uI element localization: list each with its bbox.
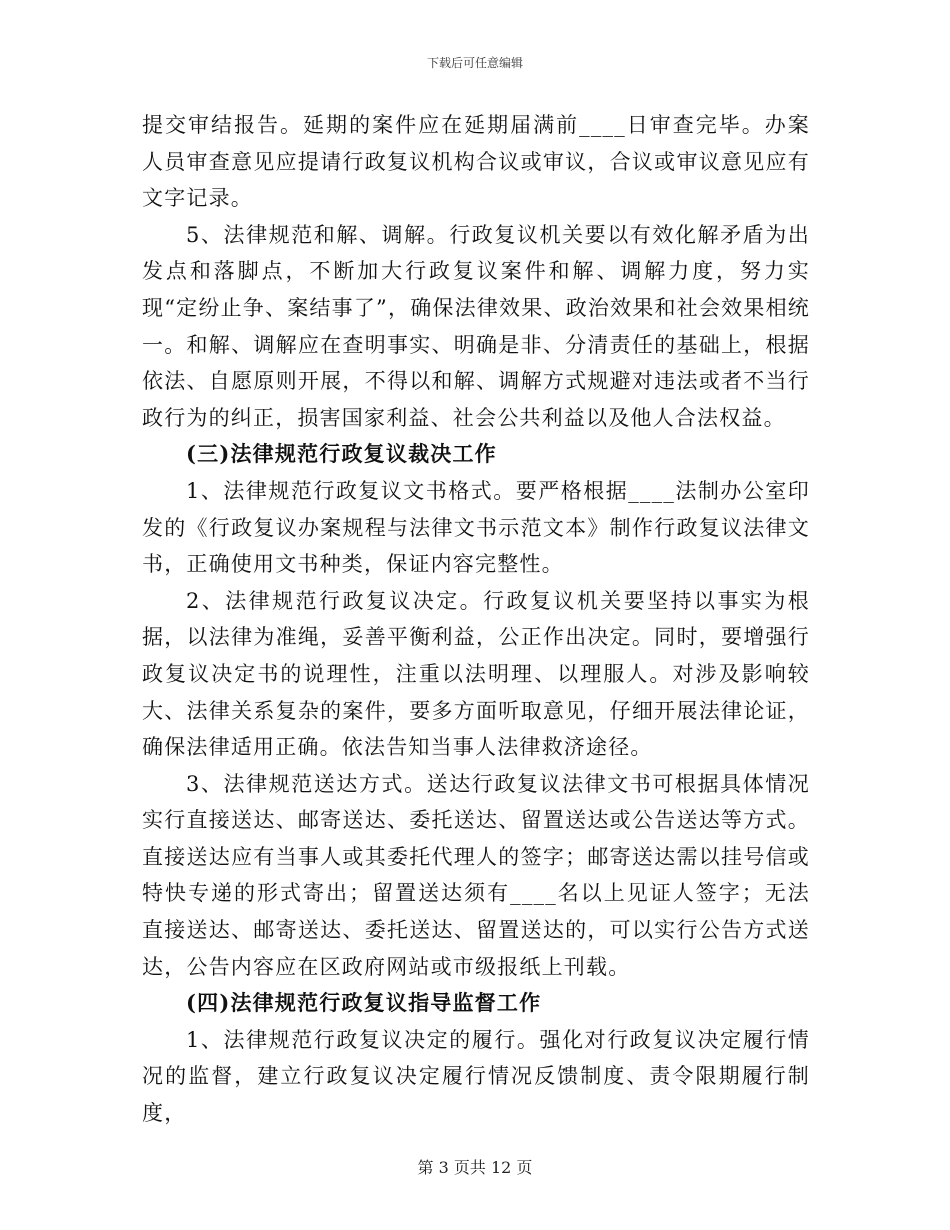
page-header: 下载后可任意编辑 — [426, 56, 523, 70]
paragraph-item-1-execution: 1、法律规范行政复议决定的履行。强化对行政复议决定履行情况的监督，建立行政复议决定履行情况反馈制度、责令限期履行制度， — [142, 1027, 810, 1126]
paragraph-continuation: 提交审结报告。延期的案件应在延期届满前____日审查完毕。办案人员审查意见应提请行政复议机构合议或审议，合议或审议意见应有文字记录。 — [142, 113, 810, 211]
document-body — [142, 107, 810, 1132]
section-heading-3: (三)法律规范行政复议裁决工作 — [186, 441, 497, 467]
paragraph-item-2-decision: 2、法律规范行政复议决定。行政复议机关要坚持以事实为根据，以法律为准绳，妥善平衡利益，公正作出决定。同时，要增强行政复议决定书的说理性，注重以法明理、以理服人。对涉及影响较大、法律关系复杂的案件，要多方面听取意见，仔细开展法律论证，确保法律适用正确。依法告知当事人法律救济途径。 — [142, 588, 810, 760]
page-footer: 第 3 页共 12 页 — [417, 1158, 533, 1177]
paragraph-item-3-delivery: 3、法律规范送达方式。送达行政复议法律文书可根据具体情况实行直接送达、邮寄送达、委托送达、留置送达或公告送达等方式。直接送达应有当事人或其委托代理人的签字；邮寄送达需以挂号信或特快专递的形式寄出；留置送达须有____名以上见证人签字；无法直接送达、邮寄送达、委托送达、留置送达的，可以实行公告方式送达，公告内容应在区政府网站或市级报纸上刊载。 — [142, 771, 810, 979]
paragraph-item-5: 5、法律规范和解、调解。行政复议机关要以有效化解矛盾为出发点和落脚点，不断加大行政复议案件和解、调解力度，努力实现“定纷止争、案结事了”，确保法律效果、政治效果和社会效果相统一。和解、调解应在查明事实、明确是非、分清责任的基础上，根据依法、自愿原则开展，不得以和解、调解方式规避对违法或者不当行政行为的纠正，损害国家利益、社会公共利益以及他人合法权益。 — [142, 222, 810, 430]
section-heading-4: (四)法律规范行政复议指导监督工作 — [186, 990, 542, 1016]
paragraph-item-1-format: 1、法律规范行政复议文书格式。要严格根据____法制办公室印发的《行政复议办案规程与法律文书示范文本》制作行政复议法律文书，正确使用文书种类，保证内容完整性。 — [142, 478, 810, 577]
